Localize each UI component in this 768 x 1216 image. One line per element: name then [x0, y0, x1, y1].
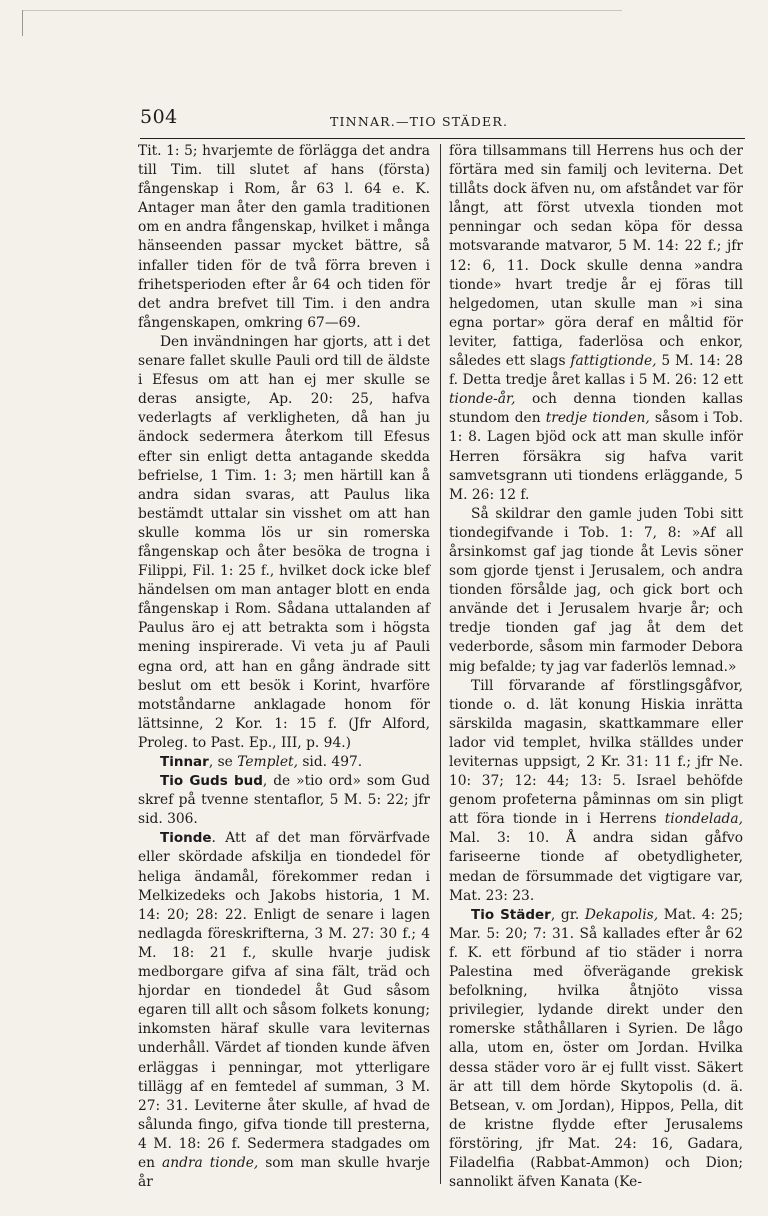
paragraph-invandning: Den invändningen har gjorts, att i det senare fallet skulle Pauli ord till de äldste i Efesus om att han ej mer skulle se deras ansigte, Ap. 20: 25, hafva vederlagts af verkligheten, då han ju ändock sedermera återkom till Efesus efter sin enligt detta antagande skedda befrielse, 1 Tim. 1: 3; men härtill kan å andra sidan svaras, att Paulus lika bestämdt uttalar sin visshet om att han skulle komma lös ur sin romerska fångenskap och åter besöka de trogna i Filippi, Fil. 1: 25 f., hvilket dock icke blef händelsen om man antager blott en enda fångenskap i Rom. Sådana uttalanden af Paulus äro ej att betrakta som i högsta mening inspirerade. Vi veta ju af Pauli egna ord, att han en gång ändrade sitt beslut om ett besök i Korint, hvarföre motståndarne anklagade honom för lättsinne, 2 Kor. 1: 15 f. (Jfr Alford, Proleg. to Past. Ep., III, p. 94.) [138, 333, 430, 751]
paragraph-tobi: Så skildrar den gamle juden Tobi sitt tiondegifvande i Tob. 1: 7, 8: »Af all årsinkomst gaf jag tionde åt Levis söner som gjorde tjenst i Jerusalem, och andra tionden försålde jag, och gick bort och använde det i Jerusalem hvarje år; och tredje tionden gaf jag åt dem det vederborde, såsom min farmoder Debora mig befalde; ty jag var faderlös lemnad.» [449, 505, 743, 675]
entry-text: 5 M. 14: 28 f. Detta tredje året kallas i 5 M. 26: 12 ett [449, 353, 743, 389]
entry-tio-stader [449, 906, 743, 1192]
italic-term: fattigtionde, [570, 353, 657, 370]
entry-lemma: Tionde [160, 830, 212, 847]
italic-term: tiondelada, [664, 811, 743, 828]
entry-text: som man skulle hvarje år [138, 1154, 431, 1191]
scan-edge-mark [22, 10, 23, 36]
entry-text: föra tillsammans till Herrens hus och der förtära med sin familj och leviterna. Det tillåts dock äfven nu, om afståndet var för långt, att först utvexla tionden mot penningar och sedan köpa för dessa motsvarande matvaror, 5 M. 14: 22 f.; jfr 12: 6, 11. Dock skulle denna »andra tionde» hvart tredje år ej föras till helgedomen, utan skulle man »i sina egna portar» göra deraf en måltid för leviter, fattiga, faderlösa och enkor, således ett slags [449, 143, 743, 370]
entry-text: och denna tionden kallas stundom den [449, 391, 743, 427]
entry-text: Till förvarande af förstlingsgåfvor, tionde o. d. lät konung Hiskia inrätta särskilda magasin, skattkammare eller lador vid templet, hvilka ställdes under leviternas uppsigt, 2 Kr. 31: 11 f.; jfr Ne. 10: 37; 12: 44; 13: 5. Israel behöfde genom profeterna påminnas om sin pligt att föra tionde in i Herrens [449, 677, 743, 828]
entry-text: . Att af det man förvärfvade eller skördade afskilja en tiondedel för heliga ändamål, förekommer redan i Melkizedeks och Jakobs historia, 1 M. 14: 20; 28: 22. Enligt de senare i lagen nedlagda föreskrifterna, 3 M. 27: 30 f.; 4 M. 18: 21 f., skulle hvarje judisk medborgare gifva af sina fält, träd och hjordar en tiondedel åt Gud såsom egaren till allt och såsom folkets konung; inkomsten häraf skulle vara leviternas underhåll. Värdet af tionden kunde äfven erläggas i penningar, mot ytterligare tillägg af en femtedel af summan, 3 M. 27: 31. Leviterne åter skulle, af hvad de sålunda fingo, gifva tionde till presterna, 4 M. 18: 26 f. Sedermera stadgades om en [138, 830, 430, 1171]
entry-text: Mat. 4: 25; Mar. 5: 20; 7: 31. Så kallades efter år 62 f. K. ett förbund af tio städer i norra Palestina med öfverägande grekisk befolkning, hvilka åtnjöto vissa privilegier, lydande direkt under den romerske ståthållaren i Syrien. De lågo alla, utom en, öster om Jordan. Hvilka dessa städer voro är ej fullt visst. Säkert är att till dem hörde Skytopolis (d. ä. Betsean, v. om Jordan), Hippos, Pella, dit de kristne flydde efter Jerusalems förstöring, jfr Mat. 24: 16, Gadara, Filadelfia (Rabbat-Ammon) och Dion; sannolikt äfven Kanata (Ke- [449, 906, 743, 1191]
entry-text: sid. 497. [297, 754, 363, 770]
italic-term: Dekapolis, [584, 906, 659, 923]
scan-edge-line [22, 10, 622, 11]
entry-text: , gr. [550, 906, 585, 923]
entry-text: , se [208, 754, 238, 770]
italic-term: tredje tionden, [545, 410, 650, 427]
page-number: 504 [140, 106, 178, 128]
italic-term: andra tionde, [162, 1154, 259, 1171]
entry-text: Mal. 3: 10. Å andra sidan gåfvo fariseerne tionde af obetydligheter, medan de försummade det vigtigare var, Mat. 23: 23. [449, 830, 743, 904]
entry-lemma: Tio Guds bud [160, 773, 263, 790]
right-column [449, 142, 743, 1192]
entry-tio-guds-bud [138, 772, 430, 829]
entry-text: såsom i Tob. 1: 8. Lagen bjöd ock att man skulle inför Herren försäkra sig hafva varit samvetsgrann uti tiondens erläggande, 5 M. 26: 12 f. [449, 410, 743, 503]
cross-reference: Templet, [237, 754, 298, 770]
entry-lemma: Tinnar [160, 754, 209, 770]
entry-text: , de »tio ord» som Gud skref på tvenne stentaflor, 5 M. 5: 22; jfr sid. 306. [138, 773, 430, 828]
running-head: TINNAR.—TIO STÄDER. [330, 114, 509, 129]
header-rule [140, 138, 745, 139]
paragraph-tit-continuation: Tit. 1: 5; hvarjemte de förlägga det andra till Tim. till slutet af hans (första) fångenskap i Rom, år 63 l. 64 e. K. Antager man åter den gamla traditionen om en andra fångenskap, hvilket i många hänseenden passar mycket bättre, så infaller tiden för de två förra breven i frihetsperioden efter år 64 och tiden för det andra brefvet till Tim. i den andra fångenskapen, omkring 67—69. [138, 143, 430, 331]
italic-term: tionde-år, [449, 391, 516, 408]
paragraph-hiskia [449, 677, 743, 906]
column-divider [440, 144, 441, 1184]
left-column [138, 142, 430, 1192]
entry-tinnar [138, 753, 430, 772]
entry-lemma: Tio Städer [471, 906, 551, 923]
paragraph-tionde-continuation [449, 142, 743, 505]
entry-tionde [138, 829, 430, 1192]
